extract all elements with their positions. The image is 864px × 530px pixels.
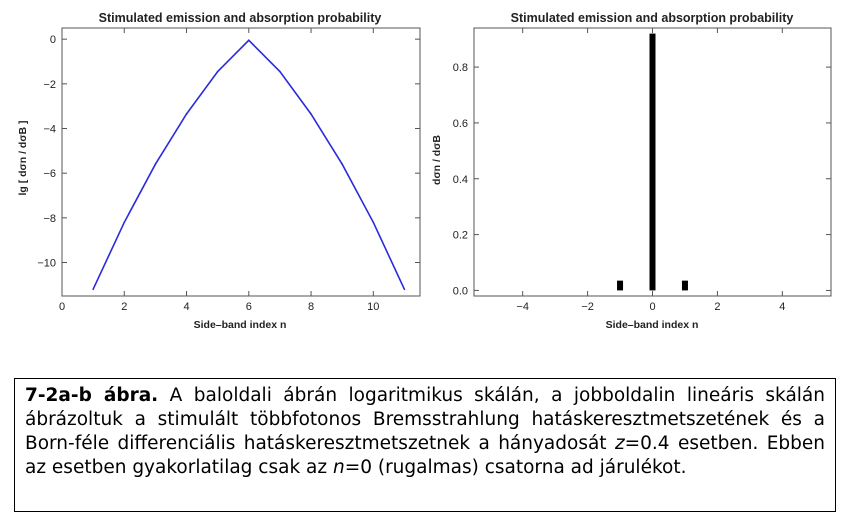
- log-scale-chart: [17, 11, 420, 331]
- left-y-tick-label: −6: [43, 168, 56, 181]
- right-x-axis-label: Side–band index n: [605, 319, 699, 331]
- right-x-tick-label: −4: [516, 301, 529, 313]
- right-y-tick-label: 0.2: [452, 229, 468, 242]
- left-y-tick-label: −8: [43, 212, 56, 225]
- right-y-tick-label: 0.0: [452, 285, 468, 298]
- left-chart-title: Stimulated emission and absorption probability: [98, 11, 382, 25]
- caption-label: 7-2a-b ábra.: [25, 385, 159, 406]
- left-data-point: [155, 163, 157, 165]
- right-chart-title: Stimulated emission and absorption probability: [510, 11, 794, 25]
- left-y-tick-label: 0: [49, 34, 56, 47]
- left-data-point: [186, 113, 188, 115]
- right-bar: [682, 281, 688, 291]
- left-data-point: [92, 289, 94, 291]
- figure-caption: [14, 378, 836, 512]
- right-x-tick-label: −2: [581, 301, 594, 313]
- right-y-axis-label: dσn / dσB: [431, 135, 443, 185]
- left-y-axis-label: lg [ dσn / dσB ]: [17, 120, 29, 196]
- right-y-tick-label: 0.6: [452, 117, 468, 130]
- caption-var-z: z: [614, 433, 625, 454]
- left-data-point: [248, 39, 250, 41]
- left-data-point: [341, 163, 343, 165]
- left-x-tick-label: 10: [367, 301, 380, 313]
- right-bar: [617, 281, 623, 291]
- left-plot-frame: [62, 28, 420, 296]
- right-x-tick-label: 0: [649, 301, 656, 313]
- left-data-point: [310, 113, 312, 115]
- caption-text-1: A baloldali ábrán logaritmikus skálán, a jobboldalin lineáris skálán ábrázoltuk a stimulált többfotonos Bremsstrahlung hatáskeresztmetszetének és a Born-féle differenciális hatáskeresztmetszetnek a hányadosát: [25, 385, 825, 454]
- left-data-point: [279, 71, 281, 73]
- left-x-axis-label: Side–band index n: [193, 319, 287, 331]
- left-x-tick-label: 2: [121, 301, 128, 313]
- left-x-tick-label: 8: [307, 301, 315, 313]
- left-y-tick-label: −4: [43, 123, 56, 136]
- left-x-tick-label: 6: [245, 301, 252, 313]
- left-y-tick-label: −10: [37, 257, 56, 270]
- caption-text-2: =0.4 esetben. Ebben az esetben gyakorlatilag csak az: [25, 433, 825, 478]
- left-y-tick-label: −2: [43, 78, 56, 91]
- right-y-tick-label: 0.8: [452, 62, 468, 75]
- left-data-point: [404, 289, 406, 291]
- caption-var-n: n: [332, 457, 345, 478]
- left-x-tick-label: 0: [58, 301, 66, 313]
- left-data-point: [373, 222, 375, 224]
- right-x-tick-label: 4: [779, 301, 786, 313]
- left-data-point: [217, 71, 219, 73]
- right-bar: [650, 34, 656, 291]
- right-x-tick-label: 2: [714, 301, 721, 313]
- right-y-tick-label: 0.4: [452, 173, 468, 186]
- left-x-tick-label: 4: [183, 301, 190, 313]
- caption-text-3: =0 (rugalmas) csatorna ad járulékot.: [344, 457, 687, 478]
- left-data-point: [123, 222, 125, 224]
- linear-scale-chart: [431, 11, 831, 331]
- left-series-line: [93, 40, 404, 289]
